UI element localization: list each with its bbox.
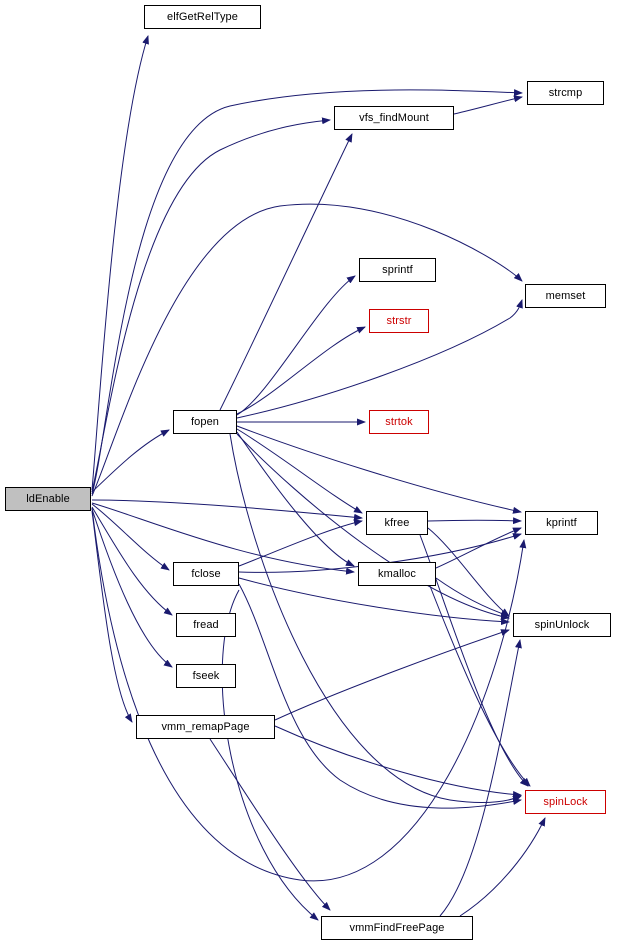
node-vmmFindFreePage[interactable] [321,916,473,940]
node-strcmp[interactable] [527,81,604,105]
node-label: fread [193,618,219,631]
node-label: fopen [190,415,220,428]
node-label: sprintf [382,263,413,276]
node-kfree[interactable] [366,511,428,535]
node-label: spinLock [543,795,588,808]
node-spinLock[interactable] [525,790,606,814]
node-strstr[interactable] [369,309,429,333]
node-fopen[interactable] [173,410,237,434]
node-vfs-findMount[interactable] [334,106,454,130]
node-strtok[interactable] [369,410,429,434]
node-kmalloc[interactable] [358,562,436,586]
node-fseek[interactable] [176,664,236,688]
node-label: vfs_findMount [359,111,429,124]
node-label: strstr [386,314,412,327]
node-label: spinUnlock [534,618,590,631]
node-sprintf[interactable] [359,258,436,282]
node-elfGetRelType[interactable] [144,5,261,29]
node-fclose[interactable] [173,562,239,586]
node-label: fseek [192,669,220,682]
node-memset[interactable] [525,284,606,308]
node-label: vmm_remapPage [161,720,250,733]
node-spinUnlock[interactable] [513,613,611,637]
node-vmm-remapPage[interactable] [136,715,275,739]
node-label: strcmp [548,86,583,99]
node-label: kfree [384,516,410,529]
node-label: kmalloc [378,567,416,580]
node-label: elfGetRelType [166,10,238,23]
node-label: ldEnable [26,492,70,505]
node-label: memset [545,289,586,302]
node-kprintf[interactable] [525,511,598,535]
node-label: kprintf [546,516,577,529]
node-label: fclose [191,567,221,580]
node-fread[interactable] [176,613,236,637]
node-label: vmmFindFreePage [349,921,445,934]
node-ldEnable[interactable] [5,487,91,511]
node-label: strtok [385,415,413,428]
